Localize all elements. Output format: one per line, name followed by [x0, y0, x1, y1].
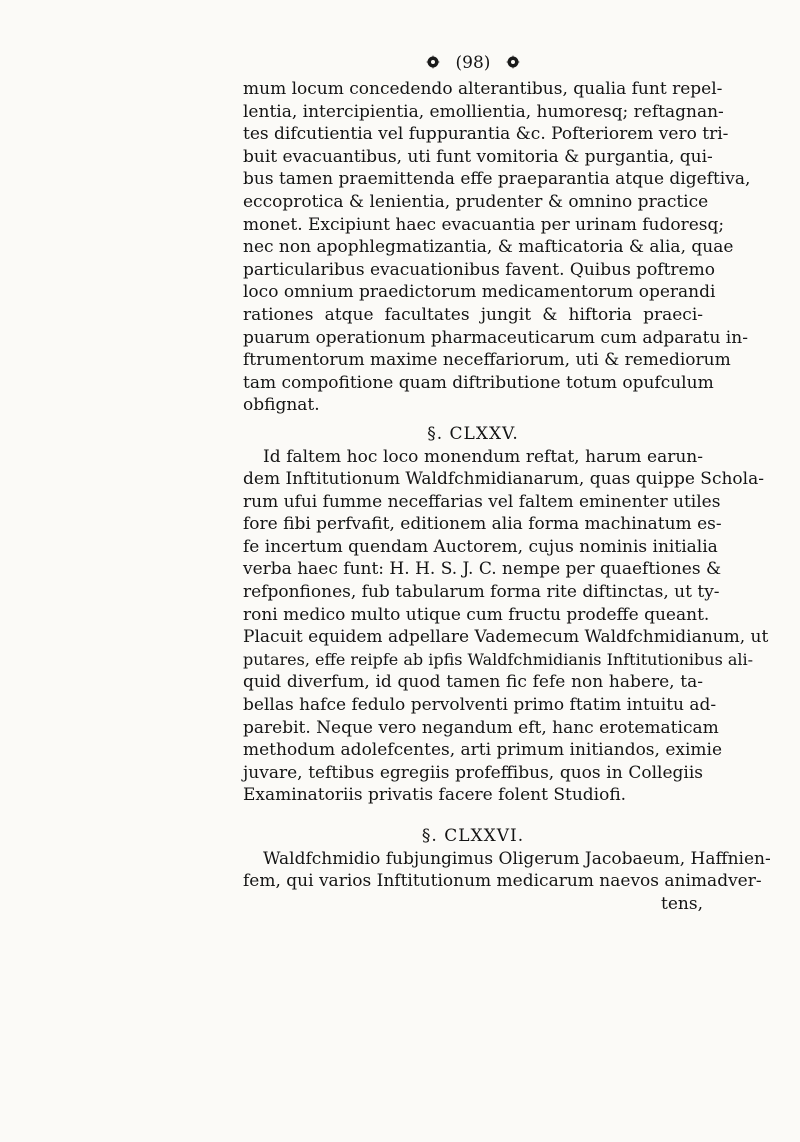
- text-line: particularibus evacuationibus favent. Quibus poftremo: [243, 259, 715, 280]
- text-line: loco omnium praedictorum medicamentorum operandi: [243, 282, 716, 303]
- section-heading: §. CLXXVI.: [421, 826, 525, 846]
- text-line: Id faltem hoc loco monendum reftat, harum earun-: [263, 446, 703, 467]
- paragraph-section-clxxv: [243, 446, 769, 808]
- text-line: bellas hafce fedulo pervolventi primo ftatim intuitu ad-: [243, 695, 717, 716]
- paragraph-section-clxxvi: [243, 848, 771, 916]
- text-line: Placuit equidem adpellare Vademecum Waldfchmidianum, ut: [243, 627, 769, 648]
- text-line: fore fibi perfvafit, editionem alia forma machinatum es-: [243, 514, 722, 535]
- text-line: quid diverfum, id quod tamen fic fefe non habere, ta-: [243, 672, 703, 693]
- text-line: puarum operationum pharmaceuticarum cum adparatu in-: [243, 327, 748, 348]
- fleuron-ornament-icon: [426, 55, 440, 69]
- text-line: refponfiones, fub tabularum forma rite diftinctas, ut ty-: [243, 582, 720, 603]
- text-line: obfignat.: [243, 395, 320, 416]
- catchword: tens,: [661, 893, 703, 914]
- text-line: Waldfchmidio fubjungimus Oligerum Jacobaeum, Haffnien-: [263, 848, 771, 869]
- text-line: verba haec funt: H. H. S. J. C. nempe per quaeftiones &: [243, 559, 722, 580]
- text-line: juvare, teftibus egregiis profeffibus, quos in Collegiis: [243, 762, 703, 783]
- text-line: Examinatoriis privatis facere folent Studiofi.: [243, 785, 627, 806]
- text-line: mum locum concedendo alterantibus, qualia funt repel-: [243, 79, 723, 99]
- text-line: rum ufui fumme neceffarias vel faltem eminenter utiles: [243, 491, 721, 512]
- running-header: [243, 52, 703, 74]
- text-line: parebit. Neque vero negandum eft, hanc erotematicam: [243, 717, 719, 738]
- text-line: tes difcutientia vel fuppurantia &c. Pofteriorem vero tri-: [243, 124, 729, 145]
- text-line: monet. Excipiunt haec evacuantia per urinam fudoresq;: [243, 214, 725, 235]
- section-heading: §. CLXXV.: [427, 423, 519, 444]
- text-line: methodum adolefcentes, arti primum initiandos, eximie: [243, 740, 723, 761]
- text-line: eccoprotica & lenientia, prudenter & omnino practice: [243, 191, 709, 212]
- text-line: roni medico multo utique cum fructu prodeffe queant.: [243, 604, 710, 625]
- text-line: bus tamen praemittenda effe praeparantia atque digeftiva,: [243, 169, 751, 190]
- text-line: lentia, intercipientia, emollientia, humoresq; reftagnan-: [243, 101, 724, 122]
- page-number: (98): [455, 53, 491, 73]
- text-line: fem, qui varios Inftitutionum medicarum naevos animadver-: [243, 871, 762, 892]
- text-line: dem Inftitutionum Waldfchmidianarum, quas quippe Schola-: [243, 469, 764, 490]
- page-body: [243, 78, 771, 915]
- spacer: [243, 807, 703, 819]
- paragraph-continued: [243, 78, 751, 417]
- text-line: rationes atque facultates jungit & hiftoria praeci-: [243, 304, 703, 325]
- text-line: tam compofitione quam diftributione totum opufculum: [243, 372, 714, 393]
- fleuron-ornament-icon: [506, 55, 520, 69]
- text-line: fe incertum quendam Auctorem, cujus nominis initialia: [243, 536, 718, 557]
- text-line: buit evacuantibus, uti funt vomitoria & purgantia, qui-: [243, 146, 713, 167]
- text-line: ftrumentorum maxime neceffariorum, uti & remediorum: [243, 350, 731, 371]
- text-line: nec non apophlegmatizantia, & mafticatoria & alia, quae: [243, 237, 734, 258]
- text-line: putares, effe reipfe ab ipfis Waldfchmidianis Inftitutionibus ali-: [243, 649, 754, 669]
